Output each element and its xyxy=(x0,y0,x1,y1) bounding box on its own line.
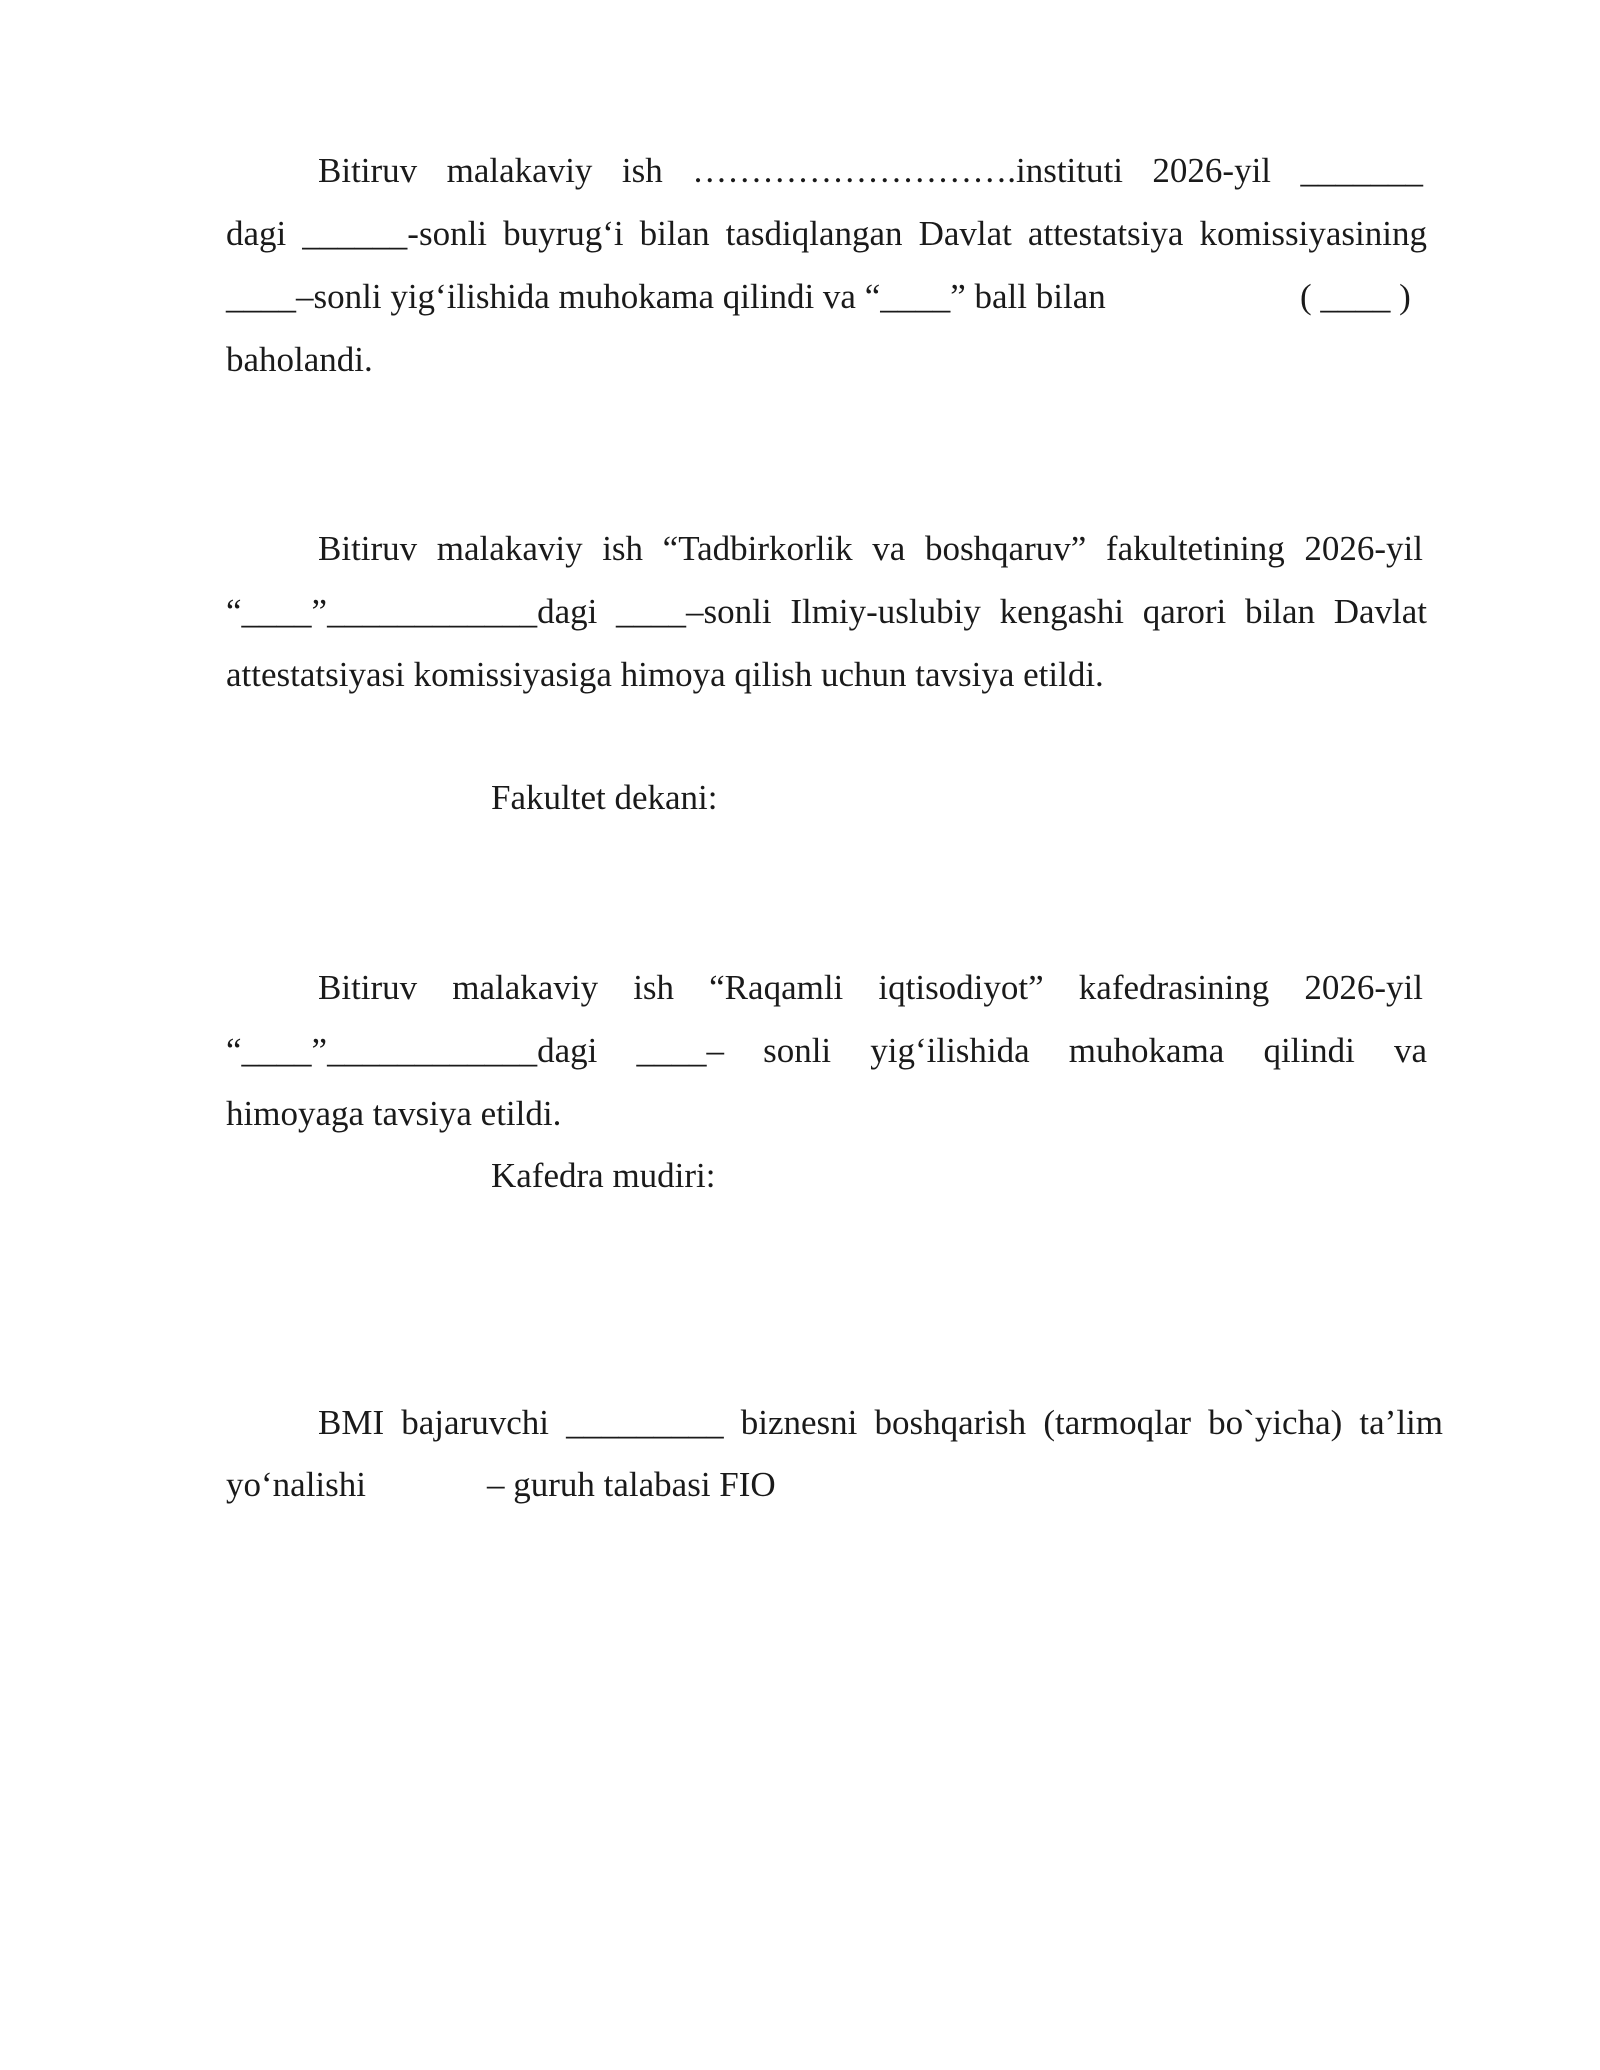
p1-line-1: Bitiruv malakaviy ish ……………………….instituti 2026-yil _______ xyxy=(318,151,1423,190)
dean-label: Fakultet dekani: xyxy=(491,778,718,817)
p1-line-2: dagi ______-sonli buyrug‘i bilan tasdiqlangan Davlat attestatsiya komissiyasining xyxy=(226,214,1427,253)
p2-line-3: attestatsiyasi komissiyasiga himoya qilish uchun tavsiya etildi. xyxy=(226,655,1104,694)
p1-line-3b: ( ____ ) xyxy=(1300,277,1411,316)
p3-line-3: himoyaga tavsiya etildi. xyxy=(226,1094,562,1133)
p4-line-2a: yo‘nalishi xyxy=(226,1465,366,1504)
p2-line-1: Bitiruv malakaviy ish “Tadbirkorlik va boshqaruv” fakultetining 2026-yil xyxy=(318,529,1423,568)
p1-line-4: baholandi. xyxy=(226,340,373,379)
p3-line-1: Bitiruv malakaviy ish “Raqamli iqtisodiyot” kafedrasining 2026-yil xyxy=(318,968,1423,1007)
p4-line-2b: – guruh talabasi FIO xyxy=(487,1465,776,1504)
p3-line-2: “____”____________dagi ____– sonli yig‘ilishida muhokama qilindi va xyxy=(226,1031,1427,1070)
p2-line-2: “____”____________dagi ____–sonli Ilmiy-uslubiy kengashi qarori bilan Davlat xyxy=(226,592,1427,631)
p1-line-3a: ____–sonli yig‘ilishida muhokama qilindi va “____” ball bilan xyxy=(226,277,1106,316)
head-label: Kafedra mudiri: xyxy=(491,1156,716,1195)
p4-line-1: BMI bajaruvchi _________ biznesni boshqarish (tarmoqlar bo`yicha) ta’lim xyxy=(318,1403,1443,1442)
